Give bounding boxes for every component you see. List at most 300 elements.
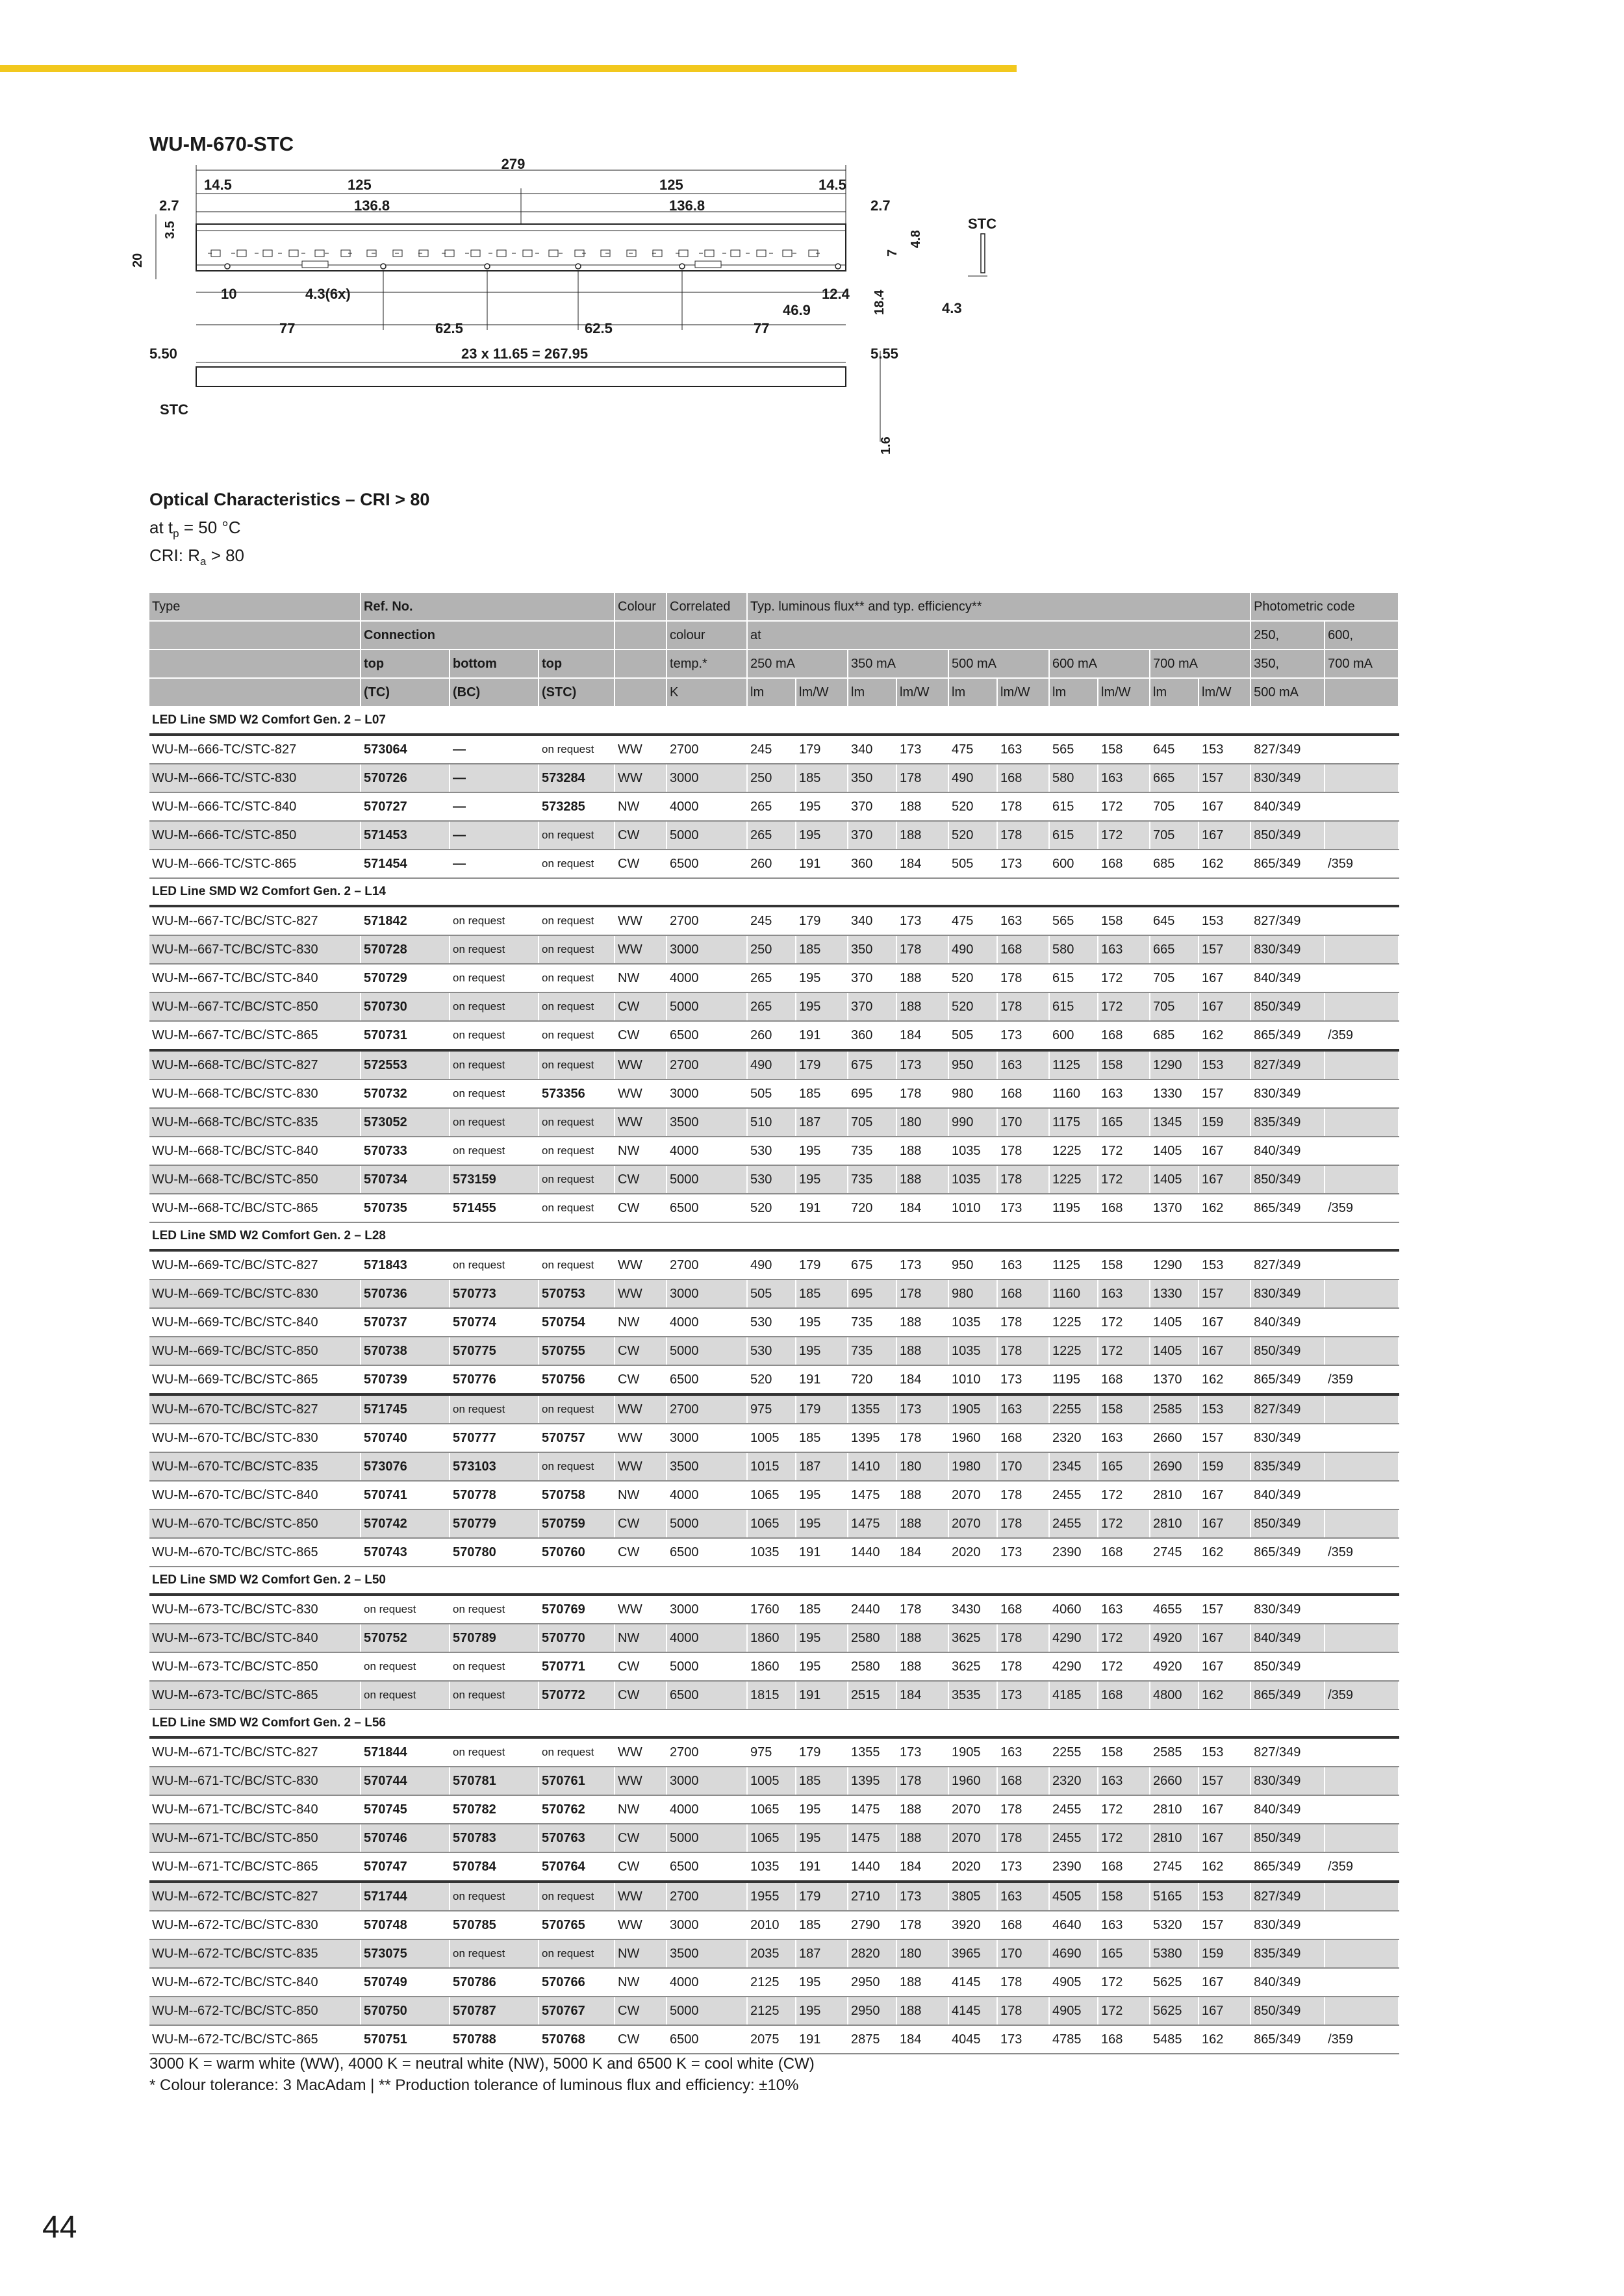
ref-stc-cell: on request: [539, 735, 615, 764]
type-cell: WU-M--671-TC/BC/STC-865: [149, 1852, 361, 1882]
type-cell: WU-M--669-TC/BC/STC-827: [149, 1250, 361, 1280]
efficiency-cell: 163: [1098, 1079, 1150, 1108]
efficiency-cell: 165: [1098, 1452, 1150, 1481]
photometric-code-cell: 827/349: [1250, 1882, 1325, 1911]
table-row: [149, 1394, 1399, 1424]
photometric-code-cell: [1325, 1079, 1399, 1108]
ref-stc-cell: 570766: [539, 1968, 615, 1997]
type-cell: WU-M--672-TC/BC/STC-835: [149, 1939, 361, 1968]
colour-cell: WW: [615, 1424, 666, 1452]
flux-cell: 3920: [948, 1911, 997, 1939]
flux-cell: 1440: [848, 1538, 896, 1567]
temp-cell: 6500: [666, 2025, 747, 2054]
flux-cell: 260: [747, 850, 796, 878]
table-row: [149, 1337, 1399, 1365]
header-lm: lm: [948, 678, 997, 707]
flux-cell: 3625: [948, 1624, 997, 1652]
colour-cell: CW: [615, 1194, 666, 1222]
ref-bc-cell: 570777: [450, 1424, 539, 1452]
efficiency-cell: 163: [997, 1882, 1049, 1911]
flux-cell: 5625: [1150, 1968, 1199, 1997]
dim-label: STC: [160, 401, 188, 418]
efficiency-cell: 185: [796, 1079, 848, 1108]
ref-bc-cell: on request: [450, 1939, 539, 1968]
efficiency-cell: 163: [1098, 935, 1150, 964]
ref-tc-cell: 570748: [361, 1911, 450, 1939]
type-cell: WU-M--670-TC/BC/STC-830: [149, 1424, 361, 1452]
efficiency-cell: 167: [1199, 821, 1250, 850]
flux-cell: 990: [948, 1108, 997, 1137]
photometric-code-cell: 830/349: [1250, 1280, 1325, 1308]
photometric-code-cell: [1325, 1911, 1399, 1939]
efficiency-cell: 168: [1098, 1194, 1150, 1222]
efficiency-cell: 187: [796, 1108, 848, 1137]
efficiency-cell: 167: [1199, 992, 1250, 1021]
table-row: [149, 850, 1399, 878]
flux-cell: 2035: [747, 1939, 796, 1968]
flux-cell: 1905: [948, 1737, 997, 1767]
efficiency-cell: 178: [896, 1767, 948, 1795]
efficiency-cell: 178: [997, 1824, 1049, 1852]
colour-cell: WW: [615, 764, 666, 792]
flux-cell: 1405: [1150, 1308, 1199, 1337]
group-header-row: [149, 1567, 1399, 1595]
colour-cell: WW: [615, 1394, 666, 1424]
flux-cell: 615: [1049, 964, 1098, 992]
efficiency-cell: 158: [1098, 1394, 1150, 1424]
photometric-code-cell: 840/349: [1250, 1968, 1325, 1997]
flux-cell: 260: [747, 1021, 796, 1050]
colour-cell: WW: [615, 1250, 666, 1280]
type-cell: WU-M--670-TC/BC/STC-840: [149, 1481, 361, 1509]
flux-cell: 1175: [1049, 1108, 1098, 1137]
table-row: [149, 1194, 1399, 1222]
colour-cell: NW: [615, 964, 666, 992]
efficiency-cell: 158: [1098, 735, 1150, 764]
photometric-code-cell: /359: [1325, 1538, 1399, 1567]
efficiency-cell: 172: [1098, 792, 1150, 821]
table-row: [149, 1108, 1399, 1137]
header-cell: [149, 678, 361, 707]
efficiency-cell: 168: [1098, 1538, 1150, 1567]
efficiency-cell: 173: [997, 1538, 1049, 1567]
efficiency-cell: 153: [1199, 1882, 1250, 1911]
efficiency-cell: 191: [796, 1194, 848, 1222]
flux-cell: 340: [848, 735, 896, 764]
photometric-code-cell: 830/349: [1250, 1911, 1325, 1939]
efficiency-cell: 158: [1098, 906, 1150, 935]
ref-bc-cell: on request: [450, 964, 539, 992]
flux-cell: 520: [948, 821, 997, 850]
colour-cell: CW: [615, 1365, 666, 1394]
efficiency-cell: 188: [896, 1165, 948, 1194]
flux-cell: 1125: [1049, 1250, 1098, 1280]
colour-cell: CW: [615, 1997, 666, 2025]
ref-stc-cell: 570771: [539, 1652, 615, 1681]
table-row: [149, 1681, 1399, 1709]
flux-cell: 4505: [1049, 1882, 1098, 1911]
ref-stc-cell: 570763: [539, 1824, 615, 1852]
photometric-code-cell: [1325, 821, 1399, 850]
efficiency-cell: 162: [1199, 1194, 1250, 1222]
ref-stc-cell: on request: [539, 1882, 615, 1911]
ref-bc-cell: on request: [450, 1595, 539, 1624]
efficiency-cell: 195: [796, 1137, 848, 1165]
flux-cell: 2070: [948, 1481, 997, 1509]
efficiency-cell: 173: [997, 2025, 1049, 2054]
efficiency-cell: 173: [896, 1250, 948, 1280]
ref-stc-cell: on request: [539, 1165, 615, 1194]
ref-tc-cell: 571844: [361, 1737, 450, 1767]
flux-cell: 4640: [1049, 1911, 1098, 1939]
type-cell: WU-M--666-TC/STC-827: [149, 735, 361, 764]
ref-bc-cell: —: [450, 850, 539, 878]
efficiency-cell: 167: [1199, 1624, 1250, 1652]
flux-cell: 705: [1150, 792, 1199, 821]
efficiency-cell: 178: [997, 1968, 1049, 1997]
photometric-code-cell: /359: [1325, 1194, 1399, 1222]
efficiency-cell: 178: [997, 964, 1049, 992]
efficiency-cell: 188: [896, 1624, 948, 1652]
ref-tc-cell: 570735: [361, 1194, 450, 1222]
flux-cell: 1035: [747, 1538, 796, 1567]
ref-tc-cell: 570750: [361, 1997, 450, 2025]
efficiency-cell: 170: [997, 1939, 1049, 1968]
colour-cell: NW: [615, 1968, 666, 1997]
technical-drawing: [123, 156, 1033, 468]
dim-label: 46.9: [783, 302, 811, 318]
photometric-code-cell: 840/349: [1250, 1481, 1325, 1509]
dim-label: 77: [279, 320, 296, 336]
header-pc700: 700 mA: [1325, 650, 1399, 678]
efficiency-cell: 172: [1098, 1652, 1150, 1681]
header-pc250: 250,: [1250, 621, 1325, 650]
flux-cell: 720: [848, 1194, 896, 1222]
type-cell: WU-M--668-TC/BC/STC-827: [149, 1050, 361, 1079]
flux-cell: 705: [1150, 821, 1199, 850]
photometric-code-cell: 827/349: [1250, 906, 1325, 935]
efficiency-cell: 179: [796, 1882, 848, 1911]
flux-cell: 2125: [747, 1968, 796, 1997]
colour-cell: CW: [615, 1538, 666, 1567]
colour-cell: NW: [615, 1939, 666, 1968]
ref-stc-cell: on request: [539, 935, 615, 964]
efficiency-cell: 184: [896, 1538, 948, 1567]
table-row: [149, 1882, 1399, 1911]
type-cell: WU-M--666-TC/STC-865: [149, 850, 361, 878]
flux-cell: 2950: [848, 1997, 896, 2025]
flux-cell: 1010: [948, 1365, 997, 1394]
efficiency-cell: 178: [997, 992, 1049, 1021]
flux-cell: 350: [848, 764, 896, 792]
flux-cell: 1005: [747, 1767, 796, 1795]
ref-tc-cell: 572553: [361, 1050, 450, 1079]
flux-cell: 4905: [1049, 1997, 1098, 2025]
photometric-code-cell: /359: [1325, 850, 1399, 878]
efficiency-cell: 158: [1098, 1882, 1150, 1911]
header-correlated: Correlated: [666, 593, 747, 621]
efficiency-cell: 179: [796, 735, 848, 764]
flux-cell: 1035: [948, 1165, 997, 1194]
header-at: at: [747, 621, 1250, 650]
table-row: [149, 1424, 1399, 1452]
type-cell: WU-M--670-TC/BC/STC-850: [149, 1509, 361, 1538]
colour-cell: WW: [615, 1050, 666, 1079]
efficiency-cell: 178: [997, 1481, 1049, 1509]
photometric-code-cell: [1325, 1452, 1399, 1481]
table-row: [149, 821, 1399, 850]
flux-cell: 2810: [1150, 1481, 1199, 1509]
flux-cell: 5320: [1150, 1911, 1199, 1939]
ref-tc-cell: 570726: [361, 764, 450, 792]
ref-stc-cell: 570765: [539, 1911, 615, 1939]
efficiency-cell: 178: [997, 1337, 1049, 1365]
flux-cell: 4290: [1049, 1652, 1098, 1681]
ref-bc-cell: 570786: [450, 1968, 539, 1997]
ref-bc-cell: on request: [450, 1737, 539, 1767]
type-cell: WU-M--670-TC/BC/STC-827: [149, 1394, 361, 1424]
flux-cell: 980: [948, 1079, 997, 1108]
flux-cell: 1290: [1150, 1250, 1199, 1280]
efficiency-cell: 165: [1098, 1108, 1150, 1137]
flux-cell: 505: [948, 1021, 997, 1050]
photometric-code-cell: 830/349: [1250, 1767, 1325, 1795]
flux-cell: 475: [948, 906, 997, 935]
flux-cell: 2660: [1150, 1767, 1199, 1795]
colour-cell: WW: [615, 1452, 666, 1481]
flux-cell: 490: [747, 1250, 796, 1280]
flux-cell: 2320: [1049, 1767, 1098, 1795]
efficiency-cell: 163: [1098, 764, 1150, 792]
efficiency-cell: 173: [896, 1737, 948, 1767]
flux-cell: 2455: [1049, 1509, 1098, 1538]
table-row: [149, 1165, 1399, 1194]
ref-bc-cell: 570781: [450, 1767, 539, 1795]
flux-cell: 2010: [747, 1911, 796, 1939]
flux-cell: 3535: [948, 1681, 997, 1709]
colour-cell: CW: [615, 1652, 666, 1681]
efficiency-cell: 157: [1199, 764, 1250, 792]
colour-cell: WW: [615, 935, 666, 964]
efficiency-cell: 195: [796, 992, 848, 1021]
efficiency-cell: 179: [796, 906, 848, 935]
colour-cell: WW: [615, 1280, 666, 1308]
efficiency-cell: 178: [896, 935, 948, 964]
efficiency-cell: 172: [1098, 1968, 1150, 1997]
flux-cell: 2515: [848, 1681, 896, 1709]
efficiency-cell: 184: [896, 1681, 948, 1709]
table-row: [149, 1911, 1399, 1939]
temp-cell: 4000: [666, 1795, 747, 1824]
flux-cell: 735: [848, 1137, 896, 1165]
efficiency-cell: 188: [896, 1824, 948, 1852]
flux-cell: 1065: [747, 1824, 796, 1852]
flux-cell: 265: [747, 792, 796, 821]
type-cell: WU-M--671-TC/BC/STC-827: [149, 1737, 361, 1767]
ref-bc-cell: —: [450, 764, 539, 792]
ref-stc-cell: 570757: [539, 1424, 615, 1452]
photometric-code-cell: 850/349: [1250, 992, 1325, 1021]
photometric-code-cell: /359: [1325, 1365, 1399, 1394]
flux-cell: 2070: [948, 1795, 997, 1824]
flux-cell: 370: [848, 992, 896, 1021]
header-lm: lm: [747, 678, 796, 707]
colour-cell: WW: [615, 1079, 666, 1108]
flux-cell: 5625: [1150, 1997, 1199, 2025]
flux-cell: 510: [747, 1108, 796, 1137]
dim-label: 20: [131, 253, 145, 268]
photometric-code-cell: 865/349: [1250, 1538, 1325, 1567]
efficiency-cell: 184: [896, 2025, 948, 2054]
ref-bc-cell: on request: [450, 1137, 539, 1165]
efficiency-cell: 172: [1098, 1165, 1150, 1194]
efficiency-cell: 153: [1199, 1737, 1250, 1767]
dim-label: 5.50: [149, 346, 177, 362]
efficiency-cell: 168: [997, 1079, 1049, 1108]
ref-bc-cell: 573103: [450, 1452, 539, 1481]
efficiency-cell: 159: [1199, 1939, 1250, 1968]
colour-cell: CW: [615, 2025, 666, 2054]
flux-cell: 1860: [747, 1624, 796, 1652]
efficiency-cell: 173: [896, 1394, 948, 1424]
photometric-code-cell: [1325, 1280, 1399, 1308]
flux-cell: 1410: [848, 1452, 896, 1481]
header-lmw: lm/W: [1098, 678, 1150, 707]
flux-cell: 2710: [848, 1882, 896, 1911]
temp-cell: 5000: [666, 821, 747, 850]
flux-cell: 2810: [1150, 1509, 1199, 1538]
efficiency-cell: 178: [997, 1997, 1049, 2025]
flux-cell: 1345: [1150, 1108, 1199, 1137]
photometric-code-cell: [1325, 1595, 1399, 1624]
efficiency-cell: 195: [796, 1652, 848, 1681]
flux-cell: 705: [1150, 964, 1199, 992]
efficiency-cell: 163: [997, 906, 1049, 935]
photometric-code-cell: [1325, 935, 1399, 964]
photometric-code-cell: 850/349: [1250, 1824, 1325, 1852]
ref-stc-cell: on request: [539, 964, 615, 992]
colour-cell: CW: [615, 1681, 666, 1709]
flux-cell: 705: [848, 1108, 896, 1137]
ref-bc-cell: on request: [450, 1050, 539, 1079]
efficiency-cell: 180: [896, 1108, 948, 1137]
flux-cell: 615: [1049, 992, 1098, 1021]
efficiency-cell: 195: [796, 1824, 848, 1852]
flux-cell: 2455: [1049, 1824, 1098, 1852]
photometric-code-cell: 840/349: [1250, 1308, 1325, 1337]
efficiency-cell: 167: [1199, 1968, 1250, 1997]
flux-cell: 735: [848, 1337, 896, 1365]
type-cell: WU-M--673-TC/BC/STC-865: [149, 1681, 361, 1709]
header-luminous: Typ. luminous flux** and typ. efficiency**: [747, 593, 1250, 621]
ref-stc-cell: 570758: [539, 1481, 615, 1509]
temp-cell: 4000: [666, 1137, 747, 1165]
type-cell: WU-M--671-TC/BC/STC-830: [149, 1767, 361, 1795]
ref-tc-cell: 570730: [361, 992, 450, 1021]
ref-bc-cell: on request: [450, 1882, 539, 1911]
temp-cell: 5000: [666, 1652, 747, 1681]
flux-cell: 1225: [1049, 1165, 1098, 1194]
ref-bc-cell: on request: [450, 935, 539, 964]
flux-cell: 1815: [747, 1681, 796, 1709]
colour-cell: WW: [615, 1767, 666, 1795]
colour-cell: WW: [615, 906, 666, 935]
flux-cell: 1475: [848, 1795, 896, 1824]
flux-cell: 580: [1049, 764, 1098, 792]
table-row: [149, 1652, 1399, 1681]
flux-cell: 245: [747, 735, 796, 764]
efficiency-cell: 191: [796, 1365, 848, 1394]
dim-label: 125: [659, 177, 683, 193]
ref-tc-cell: 573064: [361, 735, 450, 764]
flux-cell: 1395: [848, 1767, 896, 1795]
table-row: [149, 1852, 1399, 1882]
type-cell: WU-M--668-TC/BC/STC-865: [149, 1194, 361, 1222]
flux-cell: 1065: [747, 1509, 796, 1538]
photometric-code-cell: [1325, 906, 1399, 935]
header-cell: [615, 650, 666, 678]
group-header-row: [149, 878, 1399, 906]
type-cell: WU-M--672-TC/BC/STC-850: [149, 1997, 361, 2025]
flux-cell: 1905: [948, 1394, 997, 1424]
type-cell: WU-M--667-TC/BC/STC-827: [149, 906, 361, 935]
flux-cell: 2745: [1150, 1538, 1199, 1567]
flux-cell: 2810: [1150, 1795, 1199, 1824]
colour-cell: CW: [615, 1852, 666, 1882]
dim-label: 279: [501, 156, 526, 172]
ref-stc-cell: on request: [539, 992, 615, 1021]
photometric-code-cell: 840/349: [1250, 1795, 1325, 1824]
efficiency-cell: 168: [1098, 1681, 1150, 1709]
efficiency-cell: 188: [896, 1509, 948, 1538]
header-tc: (TC): [361, 678, 450, 707]
ref-bc-cell: 570773: [450, 1280, 539, 1308]
flux-cell: 615: [1049, 792, 1098, 821]
efficiency-cell: 188: [896, 1337, 948, 1365]
efficiency-cell: 188: [896, 1481, 948, 1509]
header-pc500: 500 mA: [1250, 678, 1325, 707]
flux-cell: 1035: [948, 1137, 997, 1165]
ref-tc-cell: 570747: [361, 1852, 450, 1882]
type-cell: WU-M--672-TC/BC/STC-827: [149, 1882, 361, 1911]
efficiency-cell: 163: [997, 735, 1049, 764]
photometric-code-cell: 840/349: [1250, 792, 1325, 821]
ref-bc-cell: 570780: [450, 1538, 539, 1567]
flux-cell: 1005: [747, 1424, 796, 1452]
ref-bc-cell: 570778: [450, 1481, 539, 1509]
type-cell: WU-M--671-TC/BC/STC-850: [149, 1824, 361, 1852]
efficiency-cell: 195: [796, 1624, 848, 1652]
flux-cell: 1405: [1150, 1165, 1199, 1194]
flux-cell: 2320: [1049, 1424, 1098, 1452]
type-cell: WU-M--667-TC/BC/STC-850: [149, 992, 361, 1021]
ref-tc-cell: on request: [361, 1595, 450, 1624]
flux-cell: 520: [747, 1365, 796, 1394]
ref-stc-cell: on request: [539, 1021, 615, 1050]
flux-cell: 2455: [1049, 1795, 1098, 1824]
photometric-code-cell: [1325, 992, 1399, 1021]
table-row: [149, 1795, 1399, 1824]
efficiency-cell: 195: [796, 1968, 848, 1997]
efficiency-cell: 172: [1098, 821, 1150, 850]
photometric-code-cell: [1325, 1337, 1399, 1365]
dim-label: 125: [348, 177, 372, 193]
type-cell: WU-M--669-TC/BC/STC-840: [149, 1308, 361, 1337]
photometric-code-cell: 850/349: [1250, 1165, 1325, 1194]
efficiency-cell: 165: [1098, 1939, 1150, 1968]
photometric-code-cell: [1325, 792, 1399, 821]
efficiency-cell: 188: [896, 1137, 948, 1165]
